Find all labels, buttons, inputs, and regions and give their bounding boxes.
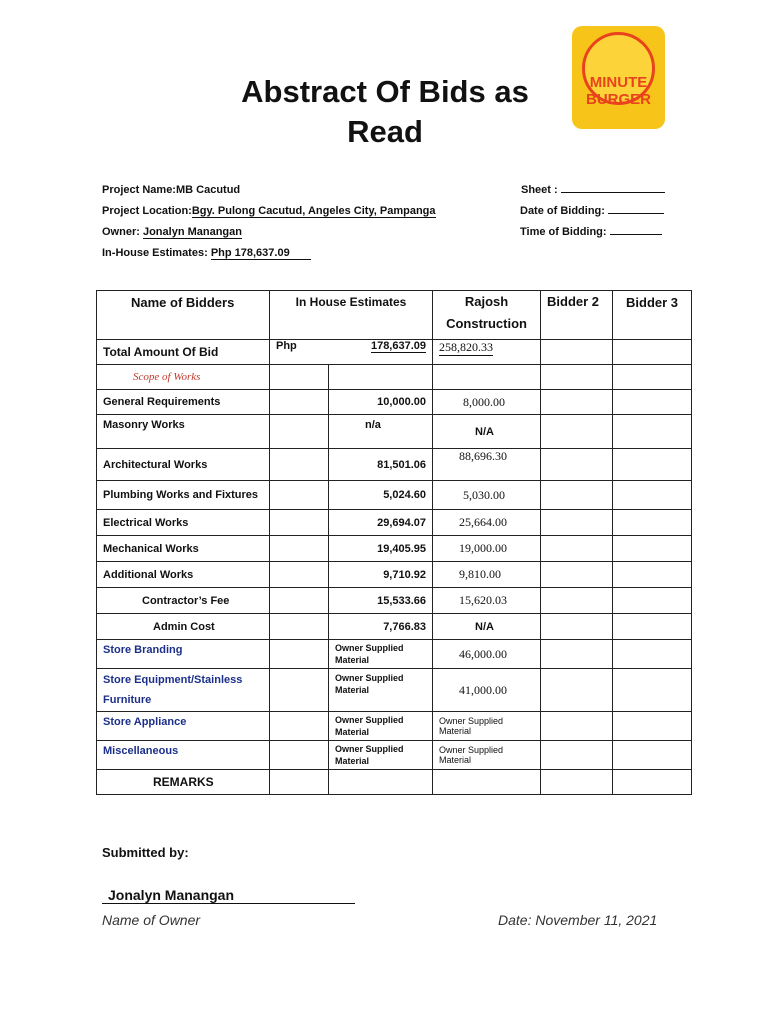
owner-row-rajosh: 46,000.00: [433, 640, 541, 669]
title-line-2: Read: [347, 114, 423, 149]
date-of-bidding-blank: [608, 213, 664, 214]
table-row: [97, 415, 692, 449]
sheet-label: Sheet :: [521, 184, 558, 196]
total-rajosh: 258,820.33: [433, 340, 541, 365]
row-label: Additional Works: [97, 562, 270, 588]
estimate-line: [102, 247, 311, 260]
estimate-value: Php 178,637.09: [211, 247, 311, 260]
table-row: [97, 536, 692, 562]
row-label: Mechanical Works: [97, 536, 270, 562]
submission-date: Date: November 11, 2021: [498, 912, 658, 928]
scope-row: [97, 365, 692, 390]
row-rajosh: 25,664.00: [433, 510, 541, 536]
total-bidder-2: [541, 340, 613, 365]
scope-label: Scope of Works: [97, 365, 270, 390]
project-location: [102, 205, 436, 218]
table-row: [97, 481, 692, 510]
row-label: Masonry Works: [97, 415, 270, 449]
owner-row-label: Miscellaneous: [97, 741, 270, 770]
project-name: Project Name:MB Cacutud: [102, 184, 241, 196]
owner-row: [97, 741, 692, 770]
total-php: Php: [270, 340, 329, 365]
owner-row-estimate: Owner Supplied Material: [329, 640, 433, 669]
bids-table: [96, 290, 692, 795]
title-line-1: Abstract Of Bids as: [241, 74, 529, 109]
header-name-of-bidders: Name of Bidders: [97, 291, 270, 340]
row-rajosh: N/A: [433, 614, 541, 640]
header-bidder-3: Bidder 3: [613, 291, 692, 340]
owner-row-rajosh: Owner Supplied Material: [433, 741, 541, 770]
row-estimate: 81,501.06: [329, 449, 433, 481]
name-of-owner-caption: Name of Owner: [102, 912, 201, 928]
row-label: Admin Cost: [97, 614, 270, 640]
row-estimate: 15,533.66: [329, 588, 433, 614]
owner-row-estimate: Owner Supplied Material: [329, 712, 433, 741]
owner-row-estimate: Owner Supplied Material: [329, 669, 433, 712]
row-rajosh: 8,000.00: [433, 390, 541, 415]
owner-row-rajosh: Owner Supplied Material: [433, 712, 541, 741]
table-row: [97, 588, 692, 614]
time-of-bidding-line: [520, 226, 662, 238]
row-estimate: 5,024.60: [329, 481, 433, 510]
owner-row: [97, 669, 692, 712]
total-estimate: 178,637.09: [329, 340, 433, 365]
signer-name: Jonalyn Manangan: [102, 887, 355, 904]
owner-row-label: Store Equipment/Stainless Furniture: [97, 669, 270, 712]
row-label: Plumbing Works and Fixtures: [97, 481, 270, 510]
date-of-bidding-label: Date of Bidding:: [520, 205, 605, 217]
time-of-bidding-blank: [610, 234, 662, 235]
row-rajosh: 5,030.00: [433, 481, 541, 510]
row-label: Contractor’s Fee: [97, 588, 270, 614]
total-label: Total Amount Of Bid: [97, 340, 270, 365]
header-in-house-estimates: In House Estimates: [270, 291, 433, 340]
remarks-row: [97, 770, 692, 795]
table-header-row: [97, 291, 692, 340]
row-rajosh: 15,620.03: [433, 588, 541, 614]
table-row: [97, 510, 692, 536]
remarks-label: REMARKS: [97, 770, 270, 795]
owner-row-estimate: Owner Supplied Material: [329, 741, 433, 770]
row-label: Architectural Works: [97, 449, 270, 481]
row-estimate: 10,000.00: [329, 390, 433, 415]
time-of-bidding-label: Time of Bidding:: [520, 226, 607, 238]
logo-text-line-2: BURGER: [585, 91, 651, 108]
row-label: Electrical Works: [97, 510, 270, 536]
row-label: General Requirements: [97, 390, 270, 415]
owner-row-label: Store Branding: [97, 640, 270, 669]
table-row: [97, 390, 692, 415]
row-rajosh: 19,000.00: [433, 536, 541, 562]
total-row: [97, 340, 692, 365]
row-rajosh: 88,696.30: [433, 449, 541, 481]
owner-row: [97, 712, 692, 741]
row-estimate: 7,766.83: [329, 614, 433, 640]
row-estimate: n/a: [329, 415, 433, 449]
row-estimate: 29,694.07: [329, 510, 433, 536]
owner-value: Jonalyn Manangan: [142, 226, 242, 238]
owner-row-label: Store Appliance: [97, 712, 270, 741]
row-rajosh: N/A: [433, 415, 541, 449]
row-estimate: 19,405.95: [329, 536, 433, 562]
header-bidder-2: Bidder 2: [541, 291, 613, 340]
date-of-bidding-line: [520, 205, 664, 217]
header-rajosh: Rajosh Construction: [433, 291, 541, 340]
owner-line: [102, 226, 242, 239]
table-row: [97, 449, 692, 481]
table-row: [97, 614, 692, 640]
sheet-line: [521, 184, 665, 196]
estimate-label: In-House Estimates:: [102, 247, 208, 259]
page-title: [200, 72, 570, 152]
table-row: [97, 562, 692, 588]
submitted-by: Submitted by:: [102, 845, 189, 860]
sheet-blank: [561, 192, 665, 193]
row-estimate: 9,710.92: [329, 562, 433, 588]
project-location-value: Bgy. Pulong Cacutud, Angeles City, Pampanga: [191, 205, 436, 217]
owner-label: Owner:: [102, 226, 140, 238]
minute-burger-logo: [572, 26, 665, 129]
total-bidder-3: [613, 340, 692, 365]
owner-row: [97, 640, 692, 669]
project-location-label: Project Location:: [102, 205, 192, 217]
logo-text-line-1: MINUTE: [589, 74, 648, 91]
owner-row-rajosh: 41,000.00: [433, 669, 541, 712]
row-rajosh: 9,810.00: [433, 562, 541, 588]
